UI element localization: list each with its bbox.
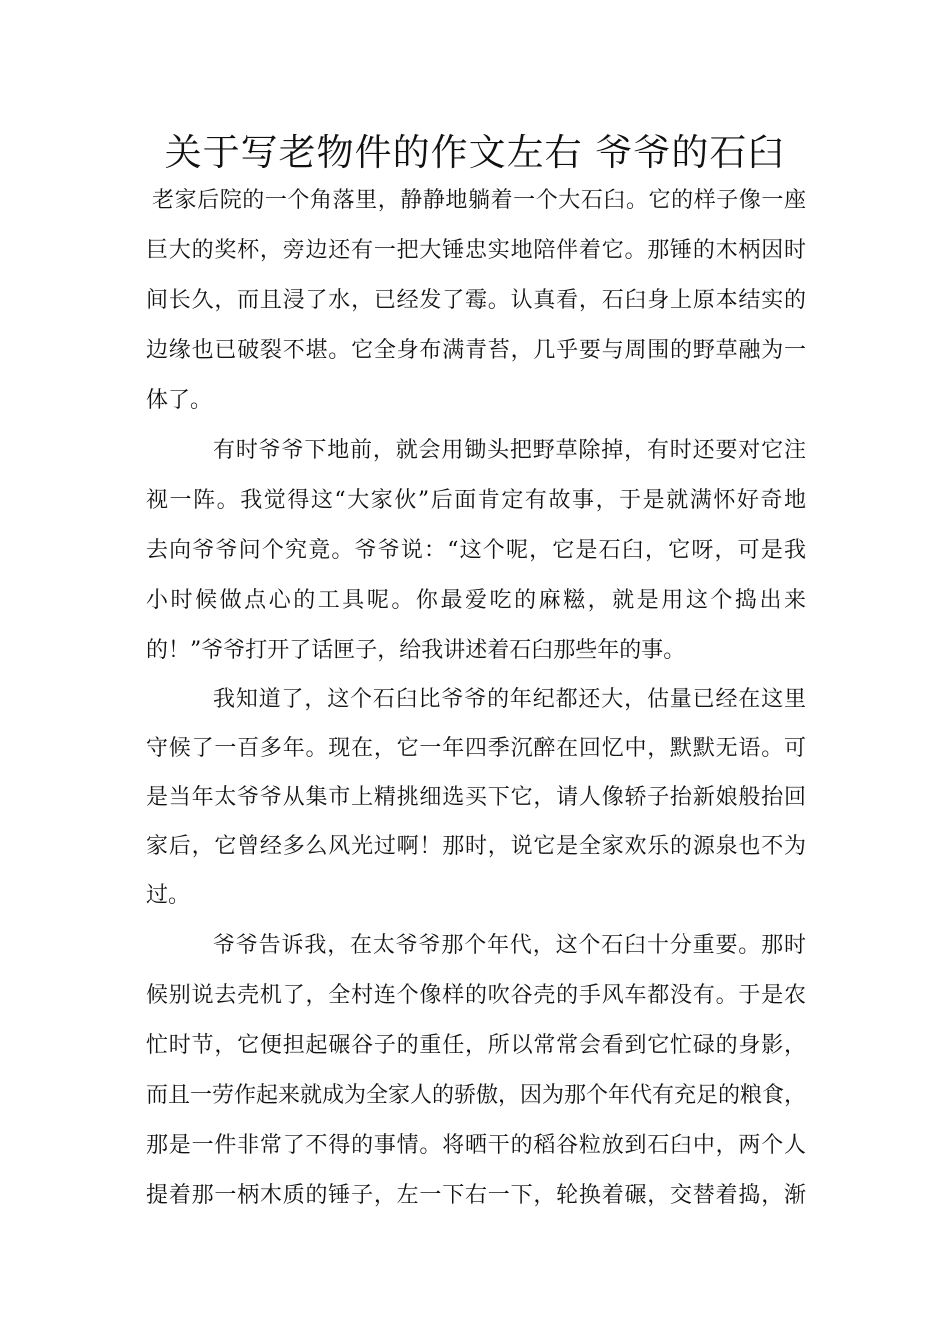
text-line: 候别说去壳机了，全村连个像样的吹谷壳的手风车都没有。于是农 xyxy=(146,983,806,1008)
document-title: 关于写老物件的作文左右 爷爷的石臼 xyxy=(164,131,786,174)
text-line: 我知道了，这个石臼比爷爷的年纪都还大，估量已经在这里 xyxy=(213,687,806,712)
text-line: 体了。 xyxy=(146,388,213,413)
text-line: 小时候做点心的工具呢。你最爱吃的麻糍，就是用这个捣出来 xyxy=(146,588,806,613)
text-line: 视一阵。我觉得这“大家伙”后面肯定有故事，于是就满怀好奇地 xyxy=(146,488,806,513)
text-line: 过。 xyxy=(146,883,191,908)
text-line: 家后，它曾经多么风光过啊！那时，说它是全家欢乐的源泉也不为 xyxy=(146,834,806,859)
text-line: 那是一件非常了不得的事情。将晒干的稻谷粒放到石臼中，两个人 xyxy=(146,1133,806,1158)
text-line: 忙时节，它便担起碾谷子的重任，所以常常会看到它忙碌的身影， xyxy=(146,1033,806,1058)
text-line: 是当年太爷爷从集市上精挑细选买下它，请人像轿子抬新娘般抬回 xyxy=(146,785,806,810)
text-line: 提着那一柄木质的锤子，左一下右一下，轮换着碾，交替着捣，渐 xyxy=(146,1183,806,1208)
text-line: 间长久，而且浸了水，已经发了霉。认真看，石臼身上原本结实的 xyxy=(146,288,806,313)
text-line: 去向爷爷问个究竟。爷爷说：“这个呢，它是石臼，它呀，可是我 xyxy=(146,538,806,563)
text-line: 的！”爷爷打开了话匣子，给我讲述着石臼那些年的事。 xyxy=(146,638,686,663)
text-line: 老家后院的一个角落里，静静地躺着一个大石臼。它的样子像一座 xyxy=(152,188,806,213)
text-line: 巨大的奖杯，旁边还有一把大锤忠实地陪伴着它。那锤的木柄因时 xyxy=(146,238,806,263)
text-line: 有时爷爷下地前，就会用锄头把野草除掉，有时还要对它注 xyxy=(213,438,806,463)
text-line: 边缘也已破裂不堪。它全身布满青苔，几乎要与周围的野草融为一 xyxy=(146,338,806,363)
text-line: 守候了一百多年。现在，它一年四季沉醉在回忆中，默默无语。可 xyxy=(146,736,806,761)
text-line: 爷爷告诉我，在太爷爷那个年代，这个石臼十分重要。那时 xyxy=(213,933,806,958)
text-line: 而且一劳作起来就成为全家人的骄傲，因为那个年代有充足的粮食， xyxy=(146,1083,807,1108)
